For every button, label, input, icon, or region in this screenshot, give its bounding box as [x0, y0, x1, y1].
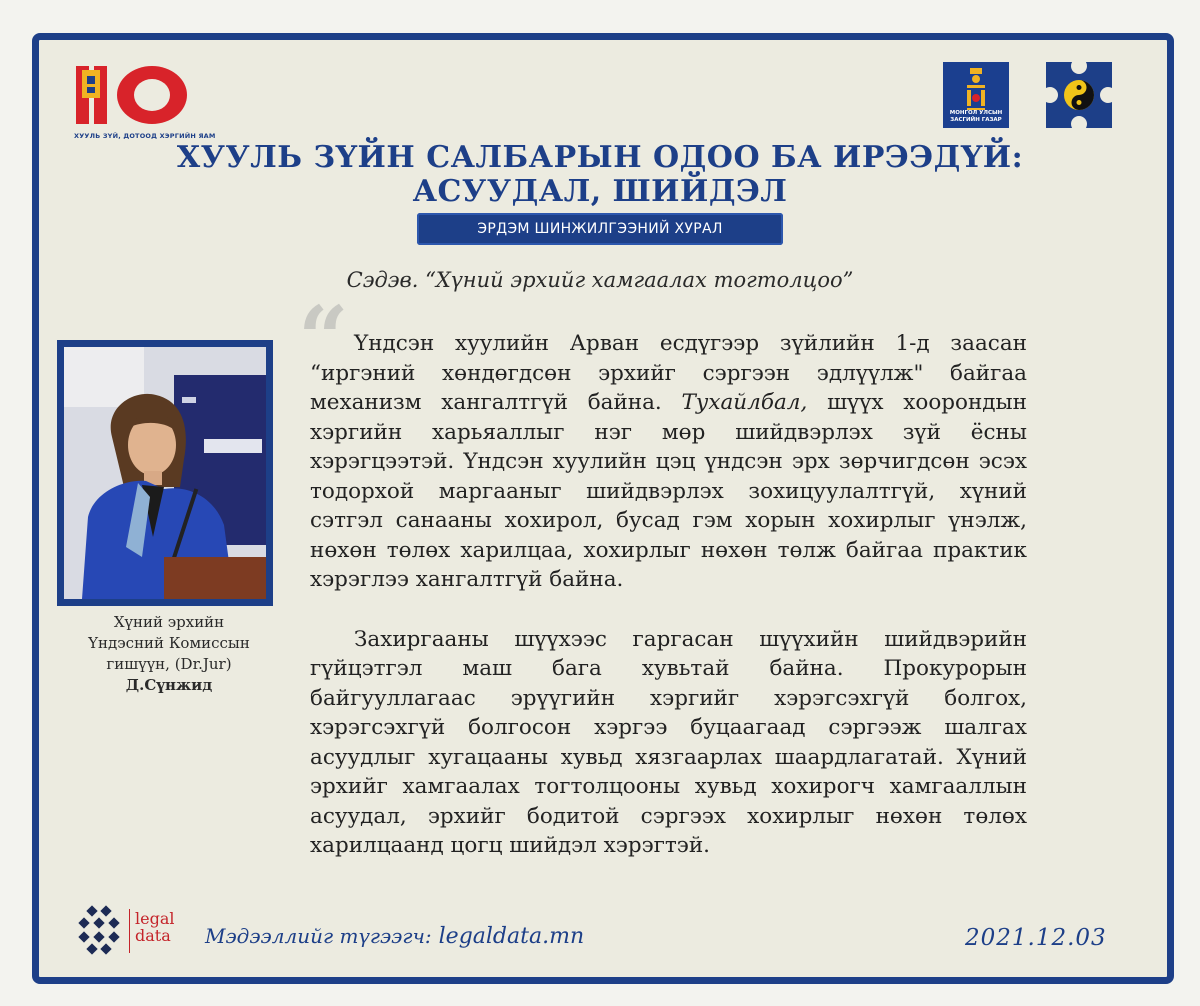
speaker-caption — [58, 612, 280, 696]
source-link[interactable]: legaldata.mn — [438, 924, 585, 949]
speaker-name: Д.Сүнжид — [125, 676, 213, 694]
logo-divider — [129, 909, 130, 953]
source-label: Мэдээллийг түгээгч: — [205, 924, 432, 948]
paragraph-2: Захиргааны шүүхээс гаргасан шүүхийн шийдвэрийн гүйцэтгэл маш бага хувьтай байна. Прокурорын байгууллагаас эрүүгийн хэргийг хэрэгсэхгүй болгох, хэрэгсэхгүй болгосон хэргээ буцаагаад сэргээж шалгах асуудлыг хугацааны хувьд хязгаарлах шаардлагатай. Хүний эрхийг хамгаалах тогтолцооны хувьд хохирогч хамгааллын асуудал, эрхийг бодитой сэргээх хохирлыг нөхөн төлөх харилцаанд цогц шийдэл хэрэгтэй. — [310, 626, 1027, 858]
source-credit — [205, 924, 584, 949]
logo-caption: ХУУЛЬ ЗҮЙ, ДОТООД ХЭРГИЙН ЯАМ — [74, 132, 216, 140]
page-title: ХУУЛЬ ЗҮЙН САЛБАРЫН ОДОО БА ИРЭЭДҮЙ: АСУУДАЛ, ШИЙДЭЛ — [176, 140, 1024, 209]
speaker-photo — [64, 347, 266, 599]
legaldata-cube-icon — [74, 905, 124, 955]
number-110-icon — [72, 62, 194, 128]
legaldata-wordmark: legal data — [135, 909, 175, 945]
speaker-position-line1: Хүний эрхийн — [113, 613, 225, 631]
paragraph-1: Үндсэн хуулийн Арван есдүгээр зүйлийн 1-д заасан “иргэний хөндөгдсөн эрхийг сэргээн эдлүүлж" байгаа механизм хангалтгүй байна. Тухайлбал, шүүх хоорондын хэргийн харьяаллыг нэг мөр шийдвэрлэх зүй ёсны хэрэгцээтэй. Үндсэн хуулийн цэц үндсэн эрх зөрчигдсөн эсэх тодорхой маргааныг шийдвэрлэх зохицуулалтгүй, хүний сэтгэл санааны хохирол, бусад гэм хорын хохирлыг үнэлж, нөхөн төлөх харилцаа, хохирлыг нөхөн төлж байгаа практик хэрэглээ хангалтгүй байна. — [310, 331, 1027, 592]
speaker-photo-frame — [57, 340, 273, 606]
legaldata-logo — [74, 905, 186, 957]
puzzle-yin-yang-icon — [1046, 62, 1112, 128]
government-logo-text: МОНГОЛ УЛСЫН ЗАСГИЙН ГАЗАР — [949, 110, 1003, 123]
quote-body — [310, 329, 1027, 861]
speaker-position-line2: Үндэсний Комиссын — [88, 634, 250, 652]
government-logo — [943, 62, 1009, 128]
speaker-position-line3: гишүүн, (Dr.Jur) — [106, 655, 232, 673]
event-type-badge: ЭРДЭМ ШИНЖИЛГЭЭНИЙ ХУРАЛ — [417, 213, 783, 245]
publish-date: 2021.12.03 — [965, 925, 1107, 951]
topic-heading: Сэдэв. “Хүний эрхийг хамгаалах тогтолцоо” — [346, 268, 854, 292]
speaker-portrait-icon — [64, 347, 266, 599]
quote-icon: “ — [298, 286, 349, 390]
human-rights-commission-logo — [1046, 62, 1112, 128]
ministry-110-logo — [72, 62, 216, 144]
